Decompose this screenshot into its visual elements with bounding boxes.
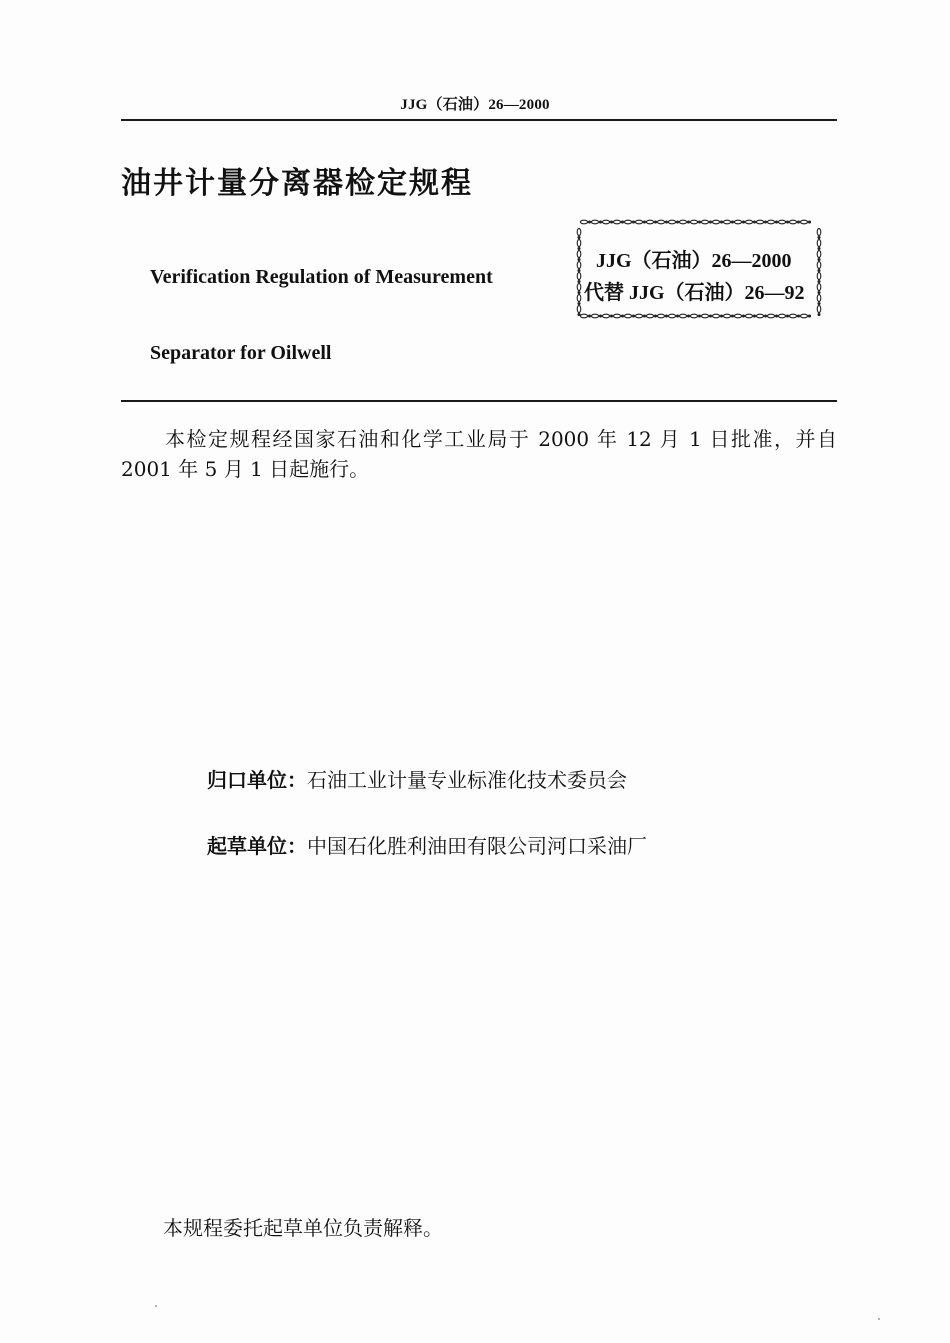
chain-link	[577, 239, 581, 246]
chain-link	[712, 220, 719, 224]
chain-dot	[776, 315, 778, 317]
chain-link	[817, 250, 821, 257]
responsible-unit	[207, 764, 627, 793]
chain-link	[778, 314, 785, 318]
chain-dot	[787, 221, 789, 223]
chain-dot	[578, 270, 580, 272]
chain-dot	[721, 221, 723, 223]
interpretation-note: 本规程委托起草单位负责解释。	[163, 1216, 443, 1240]
chain-dot	[688, 221, 690, 223]
chain-link	[646, 314, 653, 318]
chain-link	[577, 272, 581, 279]
chain-dot	[677, 315, 679, 317]
chain-link	[745, 314, 752, 318]
chain-dot	[633, 221, 635, 223]
chain-link	[602, 220, 609, 224]
chain-link	[745, 220, 752, 224]
drafting-unit	[207, 830, 647, 859]
header-rule	[121, 119, 837, 121]
chain-link	[800, 314, 807, 318]
chain-dot	[798, 315, 800, 317]
chain-link	[591, 314, 598, 318]
chain-dot	[578, 259, 580, 261]
chain-dot	[578, 248, 580, 250]
chain-dot	[798, 221, 800, 223]
chain-link	[817, 239, 821, 246]
drafting-unit-label: 起草单位：	[207, 834, 307, 858]
chain-dot	[600, 315, 602, 317]
chain-dot	[622, 221, 624, 223]
title-rule	[121, 400, 837, 402]
chain-link	[679, 220, 686, 224]
chain-dot	[765, 315, 767, 317]
chain-link	[712, 314, 719, 318]
standard-code-box	[576, 218, 822, 320]
chain-link	[767, 220, 774, 224]
chain-link	[635, 314, 642, 318]
english-title-line-2: Separator for Oilwell	[150, 342, 332, 364]
chain-link	[577, 228, 581, 235]
chain-dot	[776, 221, 778, 223]
chain-dot	[688, 315, 690, 317]
chain-dot	[732, 315, 734, 317]
chain-link	[602, 314, 609, 318]
chain-dot	[655, 315, 657, 317]
chain-dot	[710, 315, 712, 317]
chain-dot	[721, 315, 723, 317]
chain-link	[591, 220, 598, 224]
chain-link	[789, 314, 796, 318]
chain-link	[577, 283, 581, 290]
chain-dot	[818, 303, 820, 305]
chain-link	[778, 220, 785, 224]
english-title-line-1: Verification Regulation of Measurement	[150, 266, 493, 288]
chain-link	[767, 314, 774, 318]
chain-dot	[666, 221, 668, 223]
chain-dot	[622, 315, 624, 317]
chain-link	[817, 272, 821, 279]
chain-dot	[644, 315, 646, 317]
chain-dot	[611, 221, 613, 223]
chain-link	[657, 220, 664, 224]
chain-link	[679, 314, 686, 318]
chain-dot	[589, 315, 591, 317]
chain-link	[817, 283, 821, 290]
chain-link	[613, 220, 620, 224]
chain-dot	[699, 315, 701, 317]
drafting-unit-value: 中国石化胜利油田有限公司河口采油厂	[307, 834, 647, 858]
replaced-standard-code: 代替 JJG（石油）26—92	[584, 282, 805, 304]
chain-dot	[754, 221, 756, 223]
chain-link	[789, 220, 796, 224]
chain-link	[756, 314, 763, 318]
chain-dot	[677, 221, 679, 223]
chain-dot	[589, 221, 591, 223]
chain-dot	[809, 221, 811, 223]
chain-dot	[644, 221, 646, 223]
chain-link	[646, 220, 653, 224]
chain-link	[734, 314, 741, 318]
chain-link	[701, 220, 708, 224]
chain-link	[800, 220, 807, 224]
chain-link	[723, 314, 730, 318]
chain-dot	[818, 270, 820, 272]
chain-dot	[743, 221, 745, 223]
chain-dot	[699, 221, 701, 223]
chain-dot	[633, 315, 635, 317]
chain-dot	[809, 315, 811, 317]
chain-link	[657, 314, 664, 318]
chain-dot	[818, 248, 820, 250]
scan-speck	[878, 1318, 880, 1320]
chain-link	[756, 220, 763, 224]
chain-link	[817, 261, 821, 268]
chain-link	[635, 220, 642, 224]
scan-speck	[155, 1305, 157, 1307]
chain-link	[577, 305, 581, 312]
chain-dot	[655, 221, 657, 223]
chain-dot	[818, 237, 820, 239]
chain-link	[577, 261, 581, 268]
chain-link	[580, 314, 587, 318]
chain-dot	[666, 315, 668, 317]
chain-link	[690, 314, 697, 318]
chain-dot	[578, 281, 580, 283]
header-standard-code: JJG（石油）26—2000	[400, 97, 550, 113]
chain-link	[577, 250, 581, 257]
chain-dot	[818, 314, 820, 316]
chain-link	[624, 314, 631, 318]
chain-dot	[754, 315, 756, 317]
chain-link	[701, 314, 708, 318]
chain-link	[734, 220, 741, 224]
chain-dot	[765, 221, 767, 223]
chain-link	[817, 228, 821, 235]
current-standard-code: JJG（石油）26—2000	[596, 250, 792, 272]
chain-dot	[611, 315, 613, 317]
chain-dot	[578, 237, 580, 239]
chain-link	[817, 305, 821, 312]
chain-dot	[710, 221, 712, 223]
chain-link	[624, 220, 631, 224]
chinese-title: 油井计量分离器检定规程	[121, 166, 473, 201]
chain-link	[723, 220, 730, 224]
chain-dot	[818, 281, 820, 283]
chain-link	[580, 220, 587, 224]
chain-dot	[818, 259, 820, 261]
chain-link	[668, 220, 675, 224]
chain-dot	[743, 315, 745, 317]
chain-dot	[578, 303, 580, 305]
approval-statement: 本检定规程经国家石油和化学工业局于 2000 年 12 月 1 日批准，并自 2001 年 5 月 1 日起施行。	[121, 427, 837, 481]
chain-dot	[732, 221, 734, 223]
chain-dot	[787, 315, 789, 317]
chain-link	[577, 294, 581, 301]
chain-link	[668, 314, 675, 318]
responsible-unit-label: 归口单位：	[207, 768, 307, 792]
chain-dot	[578, 314, 580, 316]
chain-dot	[600, 221, 602, 223]
chain-dot	[818, 292, 820, 294]
chain-link	[690, 220, 697, 224]
chain-dot	[578, 292, 580, 294]
responsible-unit-value: 石油工业计量专业标准化技术委员会	[307, 768, 627, 792]
chain-link	[817, 294, 821, 301]
chain-link	[613, 314, 620, 318]
